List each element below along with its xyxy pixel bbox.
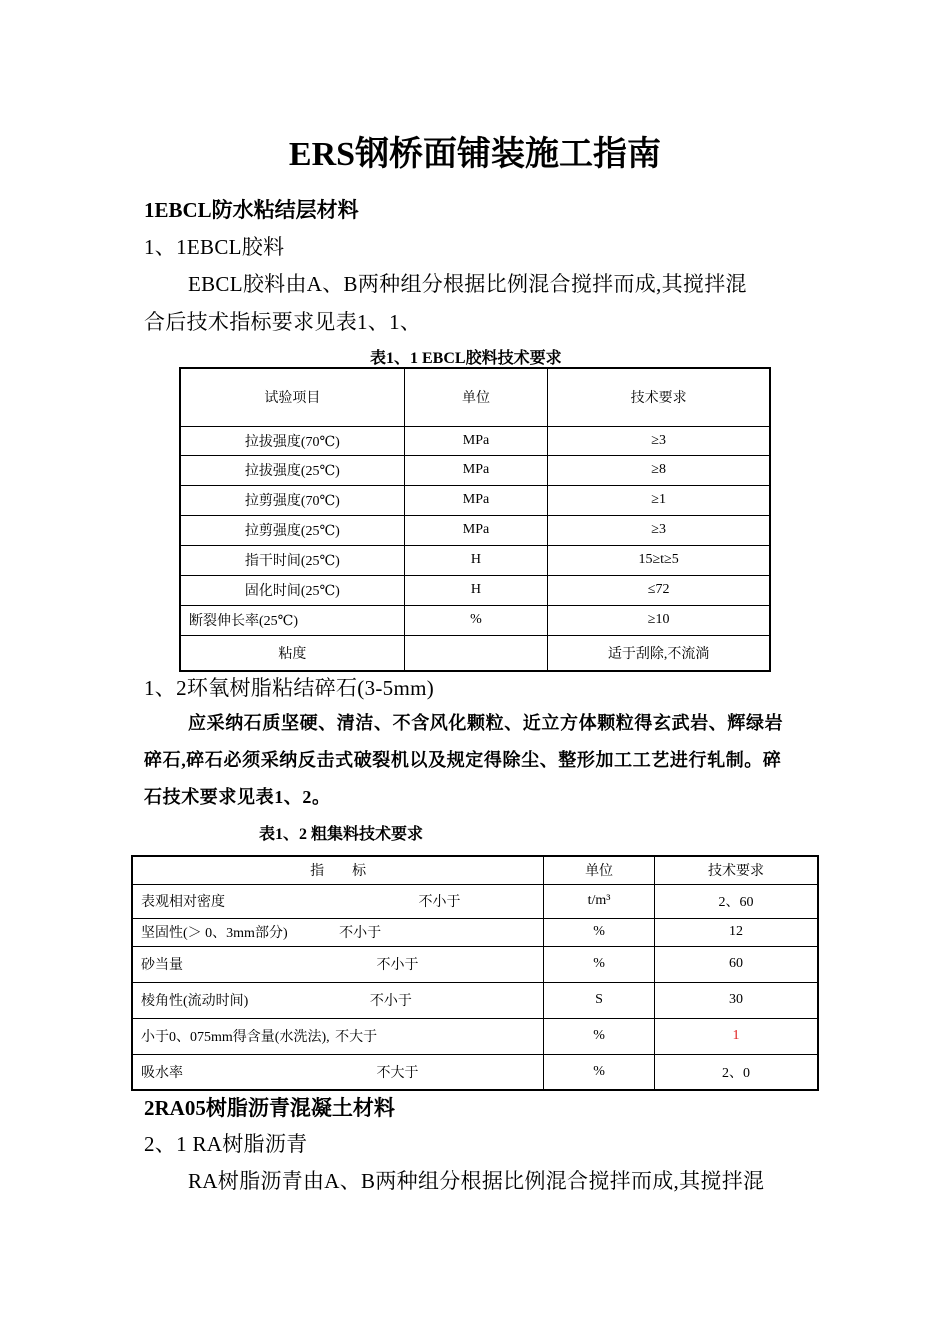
indicator-condition: 不大于 [376,1065,419,1081]
table-cell: 60 [654,946,818,982]
table-cell: ≥8 [548,455,770,485]
table-cell-highlighted: 1 [654,1018,818,1054]
indicator-cell [132,1018,544,1054]
paragraph-2-1-line-1: RA树脂沥青由A、B两种组分根据比例混合搅拌而成,其搅拌混 [188,1169,765,1193]
header-cell: 指 标 [132,856,544,884]
indicator-cell [132,918,544,946]
table-row [180,575,770,605]
table-row [132,982,818,1018]
indicator-name: 吸水率 [141,1065,183,1081]
header-cell: 单位 [404,368,548,426]
table-cell: S [544,982,655,1018]
table-cell: 30 [654,982,818,1018]
paragraph-1-2-line-2: 碎石,碎石必须采纳反击式破裂机以及规定得除尘、整形加工工艺进行轧制。碎 [144,750,782,770]
table-cell: ≥10 [548,605,770,635]
header-cell: 技术要求 [548,368,770,426]
table-header-row [180,368,770,426]
indicator-name: 棱角性(流动时间) [141,994,249,1009]
table-cell: 指干时间(25℃) [180,545,404,575]
table-header-row [132,856,818,884]
indicator-cell [132,1054,544,1090]
table-cell: 拉拔强度(25℃) [180,455,404,485]
table-cell: ≤72 [548,575,770,605]
table-cell: ≥1 [548,485,770,515]
table-cell: 12 [654,918,818,946]
table-row [132,1018,818,1054]
table-cell: % [544,918,655,946]
table-cell: % [544,1018,655,1054]
table-cell: MPa [404,485,548,515]
indicator-name: 表观相对密度 [141,895,225,910]
table-row [132,918,818,946]
table-cell: ≥3 [548,515,770,545]
table-cell: 15≥t≥5 [548,545,770,575]
table-cell: 2、0 [654,1054,818,1090]
paragraph-1-2-line-1: 应采纳石质坚硬、清洁、不含风化颗粒、近立方体颗粒得玄武岩、辉绿岩 [188,713,784,733]
subsection-1-1-heading: 1、1EBCL胶料 [144,235,285,259]
indicator-condition: 不小于 [418,895,461,910]
indicator-name: 坚固性(＞ 0、3mm部分) [141,926,288,941]
paragraph-1-1-line-1: EBCL胶料由A、B两种组分根据比例混合搅拌而成,其搅拌混 [188,272,747,296]
table-ebcl-requirements [179,367,771,672]
table-cell: H [404,545,548,575]
table-row [180,635,770,671]
header-cell: 试验项目 [180,368,404,426]
indicator-condition: 不小于 [339,926,382,941]
header-cell: 单位 [544,856,655,884]
table-cell: 粘度 [180,635,404,671]
table-cell [404,635,548,671]
table-cell: 2、60 [654,884,818,918]
table-row [132,884,818,918]
table-1-caption: 表1、1 EBCL胶料技术要求 [370,350,562,367]
table-cell: t/m³ [544,884,655,918]
paragraph-1-2-line-3: 石技术要求见表1、2。 [144,787,331,807]
indicator-cell [132,946,544,982]
section-2-heading: 2RA05树脂沥青混凝土材料 [144,1096,395,1120]
table-cell: MPa [404,515,548,545]
table-cell: MPa [404,455,548,485]
table-row [180,515,770,545]
table-2-caption: 表1、2 粗集料技术要求 [259,826,424,843]
table-cell: % [544,946,655,982]
section-1-heading: 1EBCL防水粘结层材料 [144,198,359,222]
table-cell: 拉剪强度(25℃) [180,515,404,545]
indicator-cell [132,884,544,918]
table-cell: 断裂伸长率(25℃) [180,605,404,635]
table-cell: % [544,1054,655,1090]
table-aggregate-requirements [131,855,819,1091]
table-cell: 拉拔强度(70℃) [180,426,404,455]
table-cell: % [404,605,548,635]
indicator-condition: 不小于 [376,958,419,973]
table-cell: H [404,575,548,605]
document-title: ERS钢桥面铺装施工指南 [288,136,662,173]
indicator-condition: 不大于 [335,1030,378,1045]
table-row [180,545,770,575]
subsection-1-2-heading: 1、2环氧树脂粘结碎石(3-5mm) [144,676,435,700]
table-row [180,426,770,455]
table-cell: MPa [404,426,548,455]
table-cell: 固化时间(25℃) [180,575,404,605]
table-row [132,946,818,982]
indicator-name: 小于0、075mm得含量(水洗法), [141,1030,330,1045]
indicator-cell [132,982,544,1018]
table-cell: 适于刮除,不流淌 [548,635,770,671]
indicator-name: 砂当量 [141,958,183,973]
table-row [180,455,770,485]
indicator-condition: 不小于 [369,994,412,1009]
table-cell: ≥3 [548,426,770,455]
table-row [180,605,770,635]
subsection-2-1-heading: 2、1 RA树脂沥青 [144,1132,308,1156]
paragraph-1-1-line-2: 合后技术指标要求见表1、1、 [144,310,422,334]
header-cell: 技术要求 [654,856,818,884]
table-row [180,485,770,515]
table-cell: 拉剪强度(70℃) [180,485,404,515]
table-row [132,1054,818,1090]
